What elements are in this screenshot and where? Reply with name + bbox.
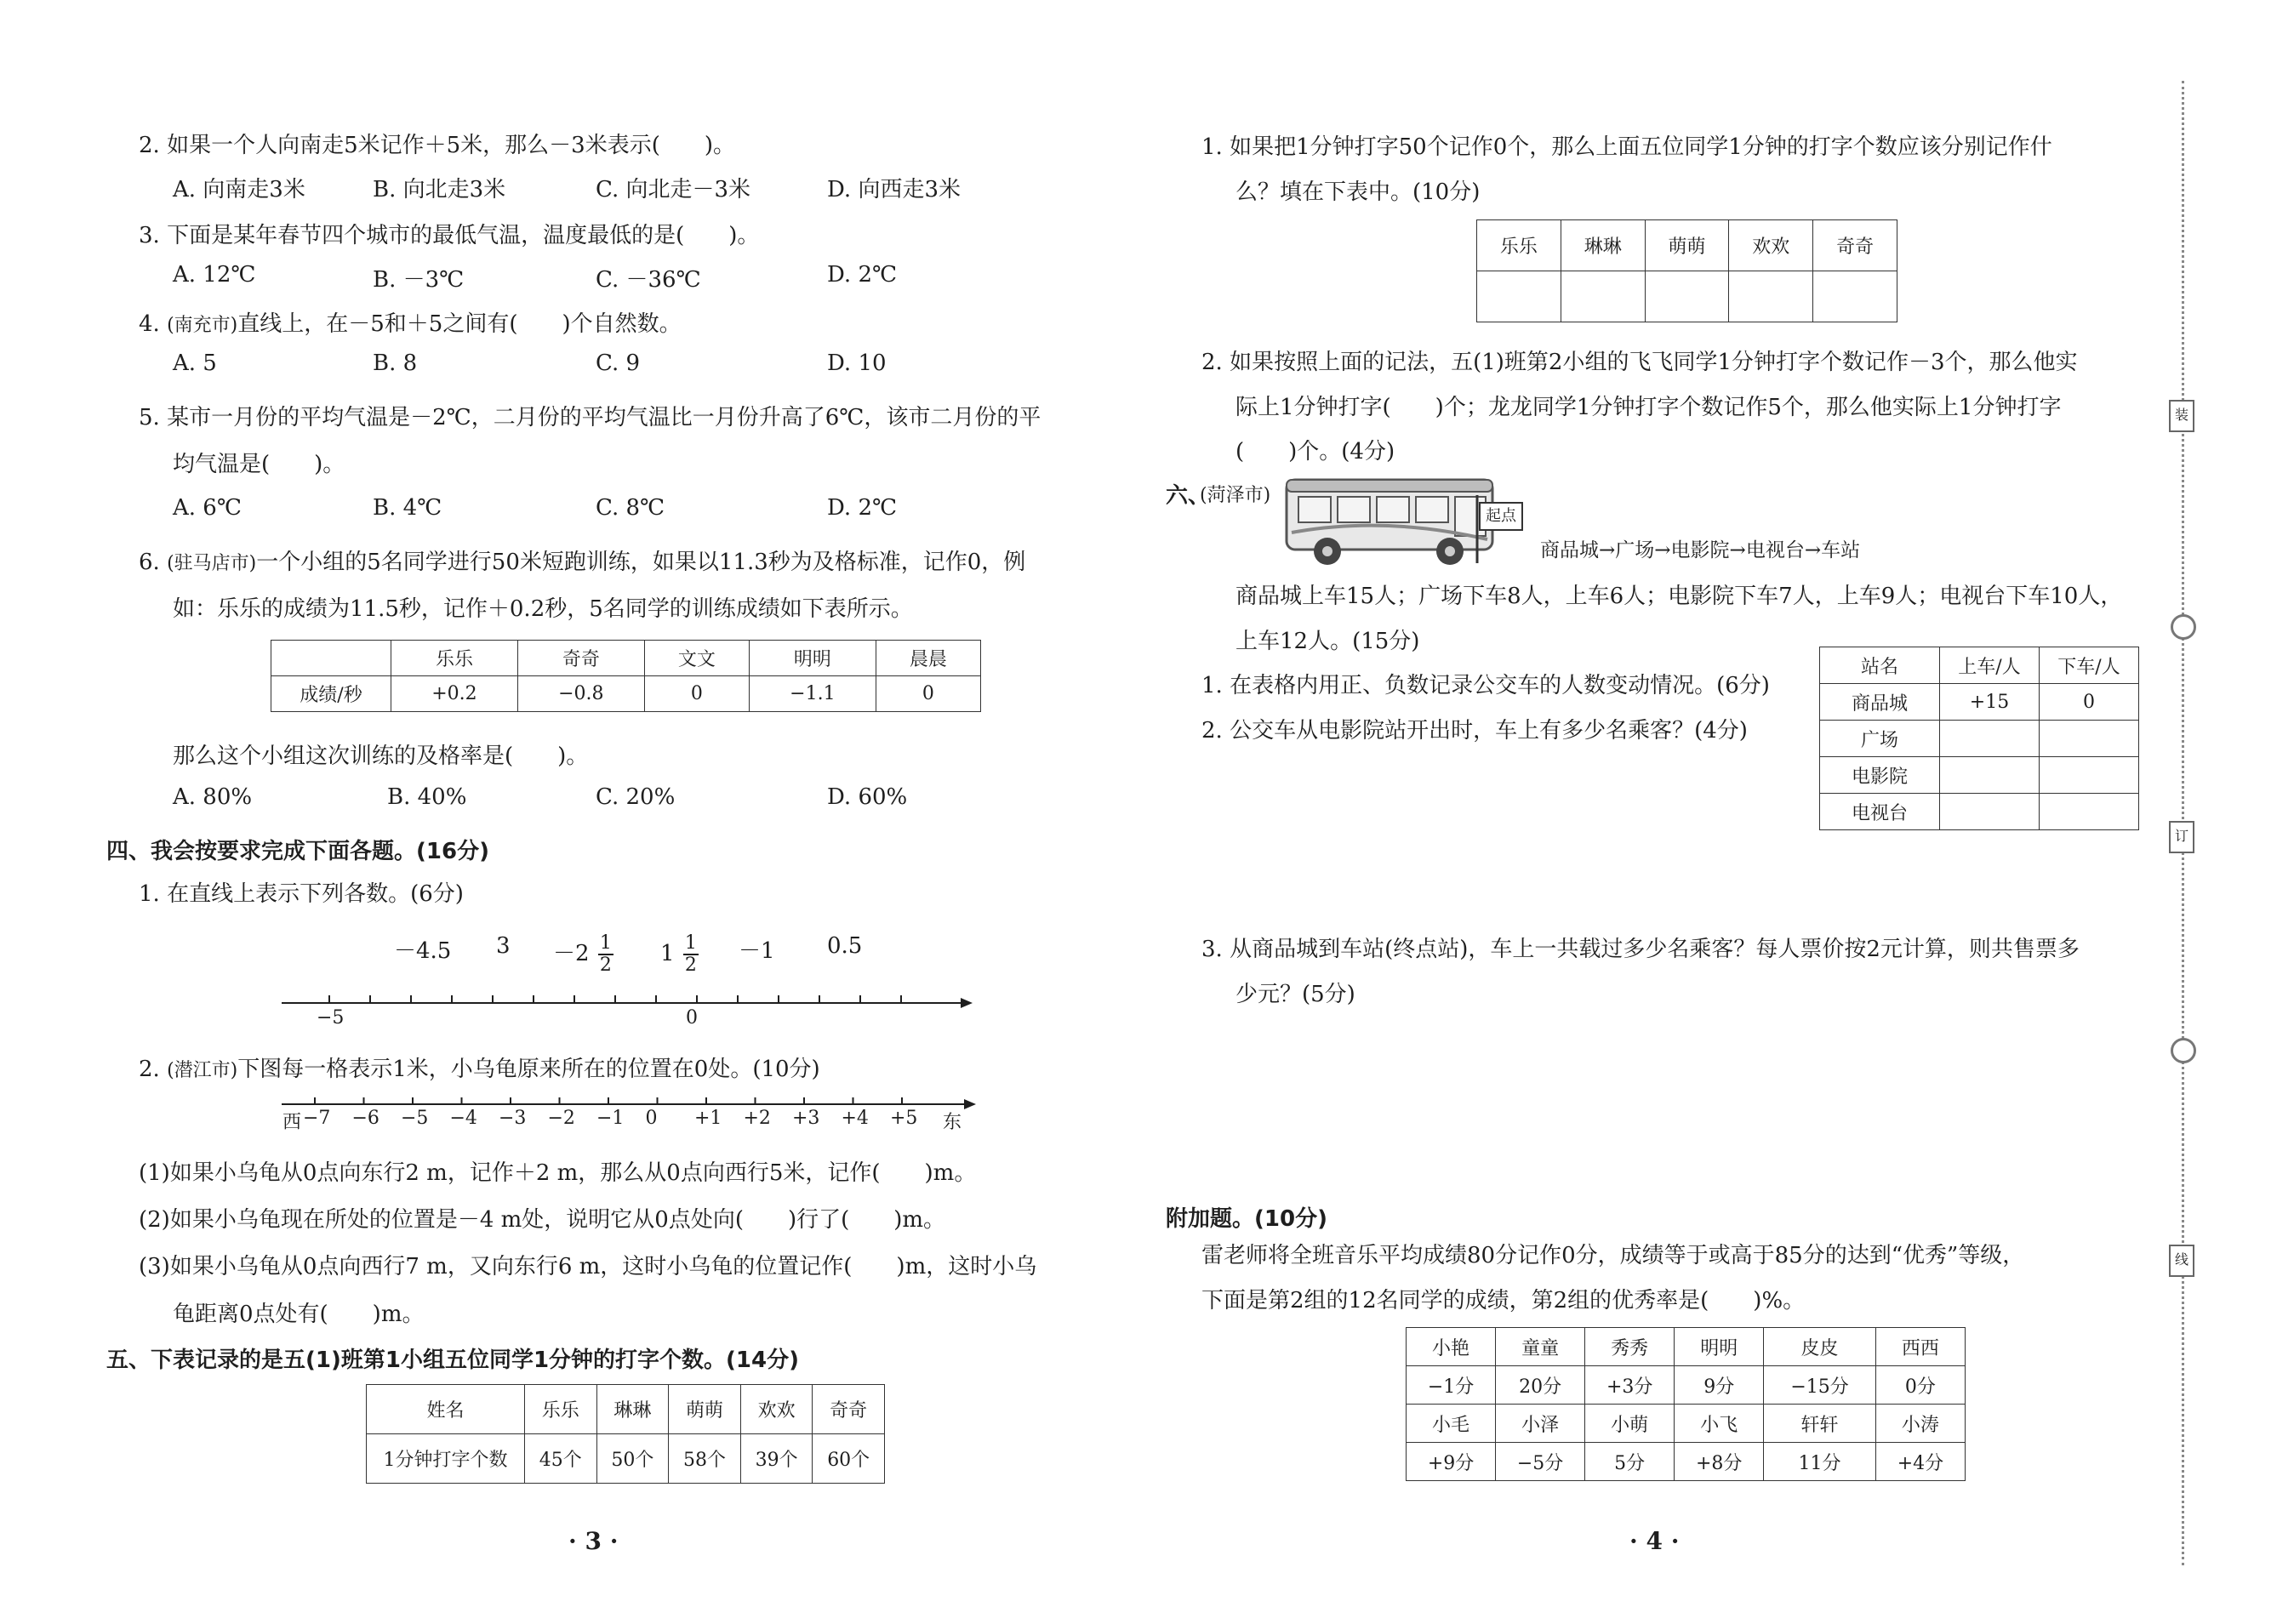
q5-stem-line1: 5. 某市一月份的平均气温是－2℃，二月份的平均气温比一月份升高了6℃，该市二月份的平	[139, 405, 1041, 430]
table-header-cell: 站名	[1820, 647, 1940, 684]
fraction-numerator: 1	[684, 932, 697, 954]
page-number-right: · 4 ·	[1629, 1527, 1680, 1555]
typing-table	[366, 1384, 885, 1484]
answer-cell[interactable]	[1477, 271, 1561, 322]
number-line-1	[277, 991, 974, 1034]
score-cell: 11分	[1764, 1443, 1876, 1481]
table-cell: 1分钟打字个数	[367, 1434, 525, 1484]
table-cell: +0.2	[391, 676, 518, 712]
q5-option-b: B. 4℃	[373, 495, 442, 521]
r-q2-line3: ( )个。(4分)	[1235, 439, 1395, 464]
r-q1-line1: 1. 如果把1分钟打字50个记作0个，那么上面五位同学1分钟的打字个数应该分别记作什	[1201, 134, 2052, 160]
q6-after: 那么这个小组这次训练的及格率是( )。	[173, 744, 589, 769]
number-line-tick-label: +4	[841, 1108, 869, 1129]
table-cell: 39个	[740, 1434, 813, 1484]
q3-stem: 3. 下面是某年春节四个城市的最低气温，温度最低的是( )。	[139, 223, 760, 248]
r-q2-line1: 2. 如果按照上面的记法，五(1)班第2小组的飞飞同学1分钟打字个数记作－3个，那么他实	[1201, 350, 2078, 375]
score-cell: −15分	[1764, 1366, 1876, 1405]
q3-option-a: A. 12℃	[173, 262, 256, 288]
student-name-cell: 西西	[1875, 1328, 1965, 1366]
table-header-cell: 欢欢	[740, 1385, 813, 1434]
table-cell: −0.8	[517, 676, 644, 712]
q2-stem: 2. 如果一个人向南走5米记作＋5米，那么－3米表示( )。	[139, 133, 735, 158]
q2-option-c: C. 向北走－3米	[596, 177, 751, 202]
table-header-cell: 琳琳	[1561, 220, 1645, 271]
binding-tag: 订	[2169, 821, 2194, 853]
q6-prefix: 6.	[139, 550, 168, 575]
fraction-denominator: 2	[599, 954, 612, 976]
q6-option-b: B. 40%	[387, 784, 467, 810]
table-header-cell: 琳琳	[596, 1385, 669, 1434]
table-cell: 45个	[525, 1434, 597, 1484]
score-cell: 20分	[1496, 1366, 1585, 1405]
q3-option-c: C. －36℃	[596, 267, 701, 293]
q6-source: (驻马店市)	[167, 553, 257, 574]
table-header-cell: 晨晨	[876, 641, 980, 676]
number-line-2	[277, 1097, 979, 1123]
number-item: 3	[496, 933, 511, 959]
q2-option-a: A. 向南走3米	[173, 177, 305, 202]
mixed-number-whole: 1	[660, 941, 675, 966]
table-header-cell: 姓名	[367, 1385, 525, 1434]
table-header-cell: 下车/人	[2040, 647, 2139, 684]
r-q2-line2: 际上1分钟打字( )个；龙龙同学1分钟打字个数记作5个，那么他实际上1分钟打字	[1235, 395, 2062, 420]
score-cell: 5分	[1585, 1443, 1675, 1481]
student-name-cell: 小毛	[1407, 1405, 1496, 1443]
q5-option-d: D. 2℃	[827, 495, 898, 521]
q4-option-b: B. 8	[373, 350, 418, 376]
number-line-tick-label: −3	[499, 1108, 527, 1129]
fraction	[598, 933, 613, 976]
table-header-cell: 乐乐	[525, 1385, 597, 1434]
q5-stem-line2: 均气温是( )。	[173, 452, 345, 477]
number-line-tick-label: −2	[547, 1108, 575, 1129]
answer-table	[1476, 219, 1897, 322]
extra-line1: 雷老师将全班音乐平均成绩80分记作0分，成绩等于或高于85分的达到“优秀”等级，	[1201, 1243, 2025, 1268]
q3-option-b: B. －3℃	[373, 267, 465, 293]
section6-title: 六、	[1166, 483, 1211, 509]
answer-cell[interactable]	[1940, 794, 2040, 830]
number-line-tick-label: −1	[596, 1108, 625, 1129]
mixed-number-whole: －2	[553, 941, 590, 966]
table-header-cell: 欢欢	[1729, 220, 1813, 271]
student-name-cell: 轩轩	[1764, 1405, 1876, 1443]
sec6-q3-line1: 3. 从商品城到车站(终点站)，车上一共载过多少名乘客？每人票价按2元计算，则共售票多	[1201, 937, 2080, 962]
number-line-tick-label: +1	[694, 1108, 722, 1129]
sec4-sub3-line1: (3)如果小乌龟从0点向西行7 m，又向东行6 m，这时小乌龟的位置记作( )m，这时小乌	[139, 1254, 1037, 1279]
mixed-number	[553, 933, 613, 976]
sec4-q2-line	[139, 1051, 820, 1083]
table-header-cell: 明明	[749, 641, 876, 676]
number-line-1-label: −5	[317, 1007, 345, 1029]
sec4-sub2: (2)如果小乌龟现在所处的位置是－4 m处，说明它从0点处向( )行了( )m。	[139, 1207, 946, 1233]
table-cell: 0	[876, 676, 980, 712]
answer-cell[interactable]	[2040, 794, 2139, 830]
q6-stem-line1	[139, 544, 1025, 576]
table-header-cell: 奇奇	[517, 641, 644, 676]
student-name-cell: 童童	[1496, 1328, 1585, 1366]
section4-title: 四、我会按要求完成下面各题。(16分)	[106, 839, 489, 864]
number-line-tick-label: −5	[401, 1108, 429, 1129]
sec6-desc-line2: 上车12人。(15分)	[1235, 629, 1420, 654]
fraction	[683, 933, 699, 976]
score-cell: −5分	[1496, 1443, 1585, 1481]
table-cell: 成绩/秒	[271, 676, 391, 712]
sec6-q2: 2. 公交车从电影院站开出时，车上有多少名乘客？(4分)	[1201, 718, 1748, 744]
sec4-sub1: (1)如果小乌龟从0点向东行2 m，记作＋2 m，那么从0点向西行5米，记作( )m。	[139, 1160, 977, 1186]
number-line-tick-label: 0	[645, 1108, 658, 1129]
score-cell: +3分	[1585, 1366, 1675, 1405]
bus-route: 商品城→广场→电影院→电视台→车站	[1540, 539, 1861, 561]
page-number-left: · 3 ·	[568, 1527, 619, 1555]
answer-cell[interactable]	[1729, 271, 1813, 322]
mixed-number	[660, 933, 699, 976]
number-line-tick-label: −6	[351, 1108, 379, 1129]
table-cell: 电影院	[1820, 757, 1940, 794]
number-line-tick-label: +5	[890, 1108, 918, 1129]
number-line-1-label: 0	[686, 1007, 698, 1029]
q2-option-d: D. 向西走3米	[827, 177, 961, 202]
west-label: 西	[282, 1112, 302, 1133]
section5-title: 五、下表记录的是五(1)班第1小组五位同学1分钟的打字个数。(14分)	[106, 1348, 799, 1373]
answer-cell[interactable]	[1561, 271, 1645, 322]
binding-hole	[2171, 614, 2196, 640]
table-cell: −1.1	[749, 676, 876, 712]
sec6-desc-line1: 商品城上车15人；广场下车8人，上车6人；电影院下车7人，上车9人；电视台下车10人，	[1235, 584, 2123, 609]
table-cell: 58个	[669, 1434, 741, 1484]
q4-option-c: C. 9	[596, 350, 641, 376]
sec4-q1: 1. 在直线上表示下列各数。(6分)	[139, 881, 464, 907]
score-cell: −1分	[1407, 1366, 1496, 1405]
student-name-cell: 小飞	[1675, 1405, 1764, 1443]
student-name-cell: 皮皮	[1764, 1328, 1876, 1366]
q5-option-c: C. 8℃	[596, 495, 665, 521]
table-cell: 广场	[1820, 721, 1940, 757]
start-sign: 起点	[1479, 502, 1523, 531]
student-name-cell: 小艳	[1407, 1328, 1496, 1366]
answer-cell[interactable]	[2040, 757, 2139, 794]
sec6-q3-line2: 少元？(5分)	[1235, 982, 1355, 1007]
number-item: 0.5	[827, 933, 863, 959]
score-cell: +4分	[1875, 1443, 1965, 1481]
number-line-tick-label: +2	[743, 1108, 771, 1129]
sec4-q2-prefix: 2.	[139, 1057, 168, 1082]
sec6-q1: 1. 在表格内用正、负数记录公交车的人数变动情况。(6分)	[1201, 673, 1770, 698]
student-name-cell: 小泽	[1496, 1405, 1585, 1443]
q6-stem: 一个小组的5名同学进行50米短跑训练，如果以11.3秒为及格标准，记作0，例	[256, 550, 1026, 575]
table-header-cell: 上车/人	[1940, 647, 2040, 684]
binding-hole	[2171, 1038, 2196, 1063]
number-item: －1	[739, 938, 775, 964]
table-header-cell	[271, 641, 391, 676]
table-header-cell: 萌萌	[1645, 220, 1729, 271]
number-item: －4.5	[394, 938, 452, 964]
number-line-tick-label: +3	[792, 1108, 820, 1129]
fraction-denominator: 2	[684, 954, 697, 976]
q5-option-a: A. 6℃	[173, 495, 242, 521]
student-name-cell: 小涛	[1875, 1405, 1965, 1443]
q2-option-b: B. 向北走3米	[373, 177, 506, 202]
r-q1-line2: 么？填在下表中。(10分)	[1235, 179, 1481, 205]
table-cell: 50个	[596, 1434, 669, 1484]
score-cell: 9分	[1675, 1366, 1764, 1405]
number-line-tick-label: −7	[303, 1108, 331, 1129]
answer-cell[interactable]	[1940, 757, 2040, 794]
table-header-cell: 萌萌	[669, 1385, 741, 1434]
music-score-table	[1406, 1327, 1966, 1481]
binding-tag: 线	[2169, 1245, 2194, 1277]
sec4-q2-source: (潜江市)	[167, 1060, 238, 1081]
table-cell: +15	[1940, 684, 2040, 721]
number-line-tick-label: −4	[449, 1108, 477, 1129]
student-name-cell: 明明	[1675, 1328, 1764, 1366]
q6-score-table	[271, 640, 981, 712]
table-cell: 60个	[813, 1434, 885, 1484]
sec4-sub3-line2: 龟距离0点处有( )m。	[173, 1302, 425, 1327]
table-header-cell: 文文	[644, 641, 749, 676]
east-label: 东	[943, 1112, 962, 1133]
q4-prefix: 4.	[139, 311, 168, 337]
q4-stem: 直线上，在－5和＋5之间有( )个自然数。	[237, 311, 682, 337]
student-name-cell: 小萌	[1585, 1405, 1675, 1443]
table-cell: 电视台	[1820, 794, 1940, 830]
answer-cell[interactable]	[2040, 721, 2139, 757]
answer-cell[interactable]	[1645, 271, 1729, 322]
q6-option-c: C. 20%	[596, 784, 676, 810]
q4-stem-line	[139, 306, 682, 338]
student-name-cell: 秀秀	[1585, 1328, 1675, 1366]
extra-title: 附加题。(10分)	[1166, 1206, 1327, 1232]
fraction-numerator: 1	[599, 932, 612, 954]
answer-cell[interactable]	[1940, 721, 2040, 757]
q6-option-a: A. 80%	[173, 784, 253, 810]
bus-passenger-table	[1819, 647, 2139, 830]
table-header-cell: 奇奇	[813, 1385, 885, 1434]
table-cell: 商品城	[1820, 684, 1940, 721]
score-cell: +9分	[1407, 1443, 1496, 1481]
sec4-q2-stem: 下图每一格表示1米，小乌龟原来所在的位置在0处。(10分)	[237, 1057, 820, 1082]
table-header-cell: 乐乐	[391, 641, 518, 676]
q4-source: (南充市)	[167, 315, 238, 336]
table-cell: 0	[2040, 684, 2139, 721]
score-cell: 0分	[1875, 1366, 1965, 1405]
q6-option-d: D. 60%	[827, 784, 908, 810]
table-cell: 0	[644, 676, 749, 712]
table-header-cell: 乐乐	[1477, 220, 1561, 271]
q6-stem-line2: 如：乐乐的成绩为11.5秒，记作＋0.2秒，5名同学的训练成绩如下表所示。	[173, 596, 913, 622]
binding-tag: 装	[2169, 400, 2194, 432]
q3-option-d: D. 2℃	[827, 262, 898, 288]
q4-option-a: A. 5	[173, 350, 217, 376]
q4-option-d: D. 10	[827, 350, 887, 376]
answer-cell[interactable]	[1813, 271, 1897, 322]
table-header-cell: 奇奇	[1813, 220, 1897, 271]
score-cell: +8分	[1675, 1443, 1764, 1481]
section6-source: (菏泽市)	[1200, 485, 1271, 506]
extra-line2: 下面是第2组的12名同学的成绩，第2组的优秀率是( )%。	[1201, 1288, 1806, 1313]
